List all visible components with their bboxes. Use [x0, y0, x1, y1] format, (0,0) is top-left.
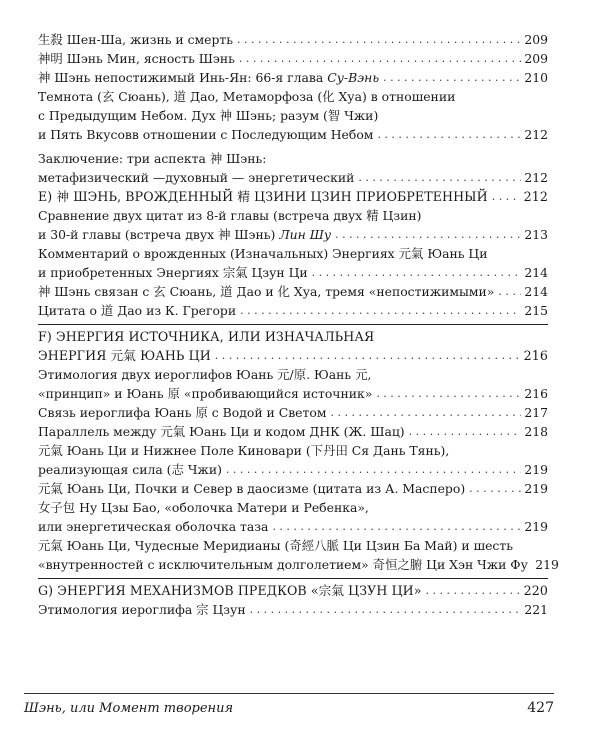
toc-entry-text: 神 Шэнь связан с 玄 Сюань, 道 Дао и 化 Хуа, тремя «непостижимыми»	[38, 284, 495, 299]
toc-page-number: 215	[524, 303, 548, 318]
section-divider	[38, 324, 548, 325]
toc-page-number: 219	[524, 462, 548, 477]
toc-page-number: 221	[524, 602, 548, 617]
running-title: Шэнь, или Момент творения	[24, 700, 234, 716]
dot-leader	[409, 422, 521, 441]
toc-entry	[38, 422, 548, 441]
toc-section-heading	[38, 346, 548, 365]
toc-page-number: 209	[524, 32, 548, 47]
toc-entry-text: 神 Шэнь непостижимый Инь-Ян: 66-я глава	[38, 70, 324, 85]
toc-page-number: 212	[523, 189, 548, 204]
toc-page-number: 216	[523, 348, 548, 363]
toc-page-number: 216	[524, 386, 548, 401]
toc-entry-text: и приобретенных Энергиях 宗氣 Цзун Ци	[38, 265, 308, 280]
dot-leader	[239, 49, 521, 68]
dot-leader	[215, 346, 521, 365]
dot-leader	[358, 168, 521, 187]
toc-entry-text: Темнота (玄 Сюань), 道 Дао, Метаморфоза (化 Хуа) в отношении	[38, 89, 456, 104]
toc-entry-text: Комментарий о врожденных (Изначальных) Энергиях 元氣 Юань Ци	[38, 246, 488, 261]
dot-leader	[492, 187, 521, 206]
dot-leader	[226, 460, 521, 479]
toc-entry-text: 生殺 Шен-Ша, жизнь и смерть	[38, 32, 234, 47]
toc-entry	[38, 403, 548, 422]
toc-section-heading	[38, 187, 548, 206]
toc-entry-text: Этимология иероглифа 宗 Цзун	[38, 602, 246, 617]
dot-leader	[312, 263, 521, 282]
toc-entry	[38, 536, 548, 555]
toc-entry	[38, 441, 548, 460]
page-footer	[24, 693, 554, 716]
toc-page-number: 212	[524, 127, 548, 142]
toc-entry-text: реализующая сила (志 Чжи)	[38, 462, 222, 477]
toc-entry	[38, 225, 548, 244]
toc-entry	[38, 384, 548, 403]
toc-section-heading	[38, 581, 548, 600]
dot-leader	[250, 600, 521, 619]
dot-leader	[469, 479, 521, 498]
toc-entry	[38, 600, 548, 619]
toc-entry	[38, 125, 548, 144]
toc-entry-text: 神明 Шэнь Мин, ясность Шэнь	[38, 51, 235, 66]
toc-entry	[38, 30, 548, 49]
toc-entry-source: Су-Вэнь	[327, 70, 380, 85]
toc-entry-text: 元氣 Юань Ци, Чудесные Меридианы (奇經八脈 Ци Цзин Ба Май) и шесть	[38, 538, 513, 553]
toc-entry-text: Заключение: три аспекта 神 Шэнь:	[38, 151, 267, 166]
toc-page-number: 209	[524, 51, 548, 66]
toc-entry-text: Цитата о 道 Дао из К. Грегори	[38, 303, 237, 318]
toc-entry-text: Сравнение двух цитат из 8-й главы (встреча двух 精 Цзин)	[38, 208, 422, 223]
dot-leader	[377, 125, 521, 144]
dot-leader	[335, 225, 521, 244]
toc-page-number: 219	[524, 519, 548, 534]
toc-entry-text: «внутренностей с исключительным долголетием» 奇恒之腑 Ци Хэн Чжи Фу	[38, 557, 528, 572]
toc-entry	[38, 263, 548, 282]
toc-entry	[38, 517, 548, 536]
toc-entry-text: с Предыдущим Небом. Дух 神 Шэнь; разум (智 Чжи)	[38, 108, 379, 123]
toc-entry	[38, 49, 548, 68]
dot-leader	[426, 581, 521, 600]
toc-entry-text: Этимология двух иероглифов Юань 元/原. Юань 元,	[38, 367, 372, 382]
toc-page-number: 219	[535, 557, 559, 572]
toc-entry-text: метафизический —духовный — энергетический	[38, 170, 355, 185]
toc-entry	[38, 498, 548, 517]
toc-entry	[38, 206, 548, 225]
toc-entry-text: Связь иероглифа Юань 原 с Водой и Светом	[38, 405, 327, 420]
dot-leader	[272, 517, 521, 536]
toc-page-number: 217	[524, 405, 548, 420]
dot-leader	[240, 301, 521, 320]
toc-entry	[38, 282, 548, 301]
toc-entry-text: 元氣 Юань Ци, Почки и Север в даосизме (цитата из А. Масперо)	[38, 481, 466, 496]
toc-entry	[38, 87, 548, 106]
toc-entry-text: F) ЭНЕРГИЯ ИСТОЧНИКА, ИЛИ ИЗНАЧАЛЬНАЯ	[38, 329, 375, 344]
toc-page-number: 214	[524, 265, 548, 280]
dot-leader	[237, 30, 521, 49]
toc-entry	[38, 301, 548, 320]
toc-entry	[38, 106, 548, 125]
toc-entry	[38, 149, 548, 168]
toc-entry-text: или энергетическая оболочка таза	[38, 519, 269, 534]
toc-entry	[38, 479, 548, 498]
toc-entry	[38, 244, 548, 263]
toc-entry	[38, 555, 559, 574]
toc-entry-text: 女子包 Ну Цзы Бао, «оболочка Матери и Ребенка»,	[38, 500, 369, 515]
table-of-contents	[38, 30, 559, 619]
toc-entry	[38, 168, 548, 187]
dot-leader	[376, 384, 521, 403]
toc-entry	[38, 365, 548, 384]
toc-page-number: 210	[524, 70, 548, 85]
toc-entry-text: и Пять Вкусовв отношении с Последующим Небом	[38, 127, 374, 142]
dot-leader	[383, 68, 521, 87]
toc-entry-text: и 30-й главы (встреча двух 神 Шэнь)	[38, 227, 276, 242]
toc-entry-text: G) ЭНЕРГИЯ МЕХАНИЗМОВ ПРЕДКОВ «宗氣 ЦЗУН ЦИ»	[38, 583, 422, 598]
toc-page-number: 220	[523, 583, 548, 598]
toc-section-heading	[38, 327, 548, 346]
toc-entry	[38, 68, 548, 87]
toc-entry-text: 元氣 Юань Ци и Нижнее Поле Киновари (下丹田 Ся Дань Тянь),	[38, 443, 450, 458]
toc-entry-text: «принцип» и Юань 原 «пробивающийся источник»	[38, 386, 373, 401]
toc-page-number: 212	[524, 170, 548, 185]
toc-page-number: 218	[524, 424, 548, 439]
toc-entry-text: E) 神 ШЭНЬ, ВРОЖДЕННЫЙ 精 ЦЗИНИ ЦЗИН ПРИОБРЕТЕННЫЙ	[38, 189, 488, 204]
dot-leader	[330, 403, 521, 422]
toc-entry-source: Лин Шу	[279, 227, 332, 242]
toc-entry-text: ЭНЕРГИЯ 元氣 ЮАНЬ ЦИ	[38, 348, 211, 363]
toc-page-number: 213	[524, 227, 548, 242]
page-number: 427	[527, 700, 554, 716]
toc-page-number: 214	[524, 284, 548, 299]
toc-entry-text: Параллель между 元氣 Юань Ци и кодом ДНК (Ж. Шац)	[38, 424, 405, 439]
toc-page-number: 219	[524, 481, 548, 496]
dot-leader	[498, 282, 521, 301]
toc-entry	[38, 460, 548, 479]
section-divider	[38, 578, 548, 579]
